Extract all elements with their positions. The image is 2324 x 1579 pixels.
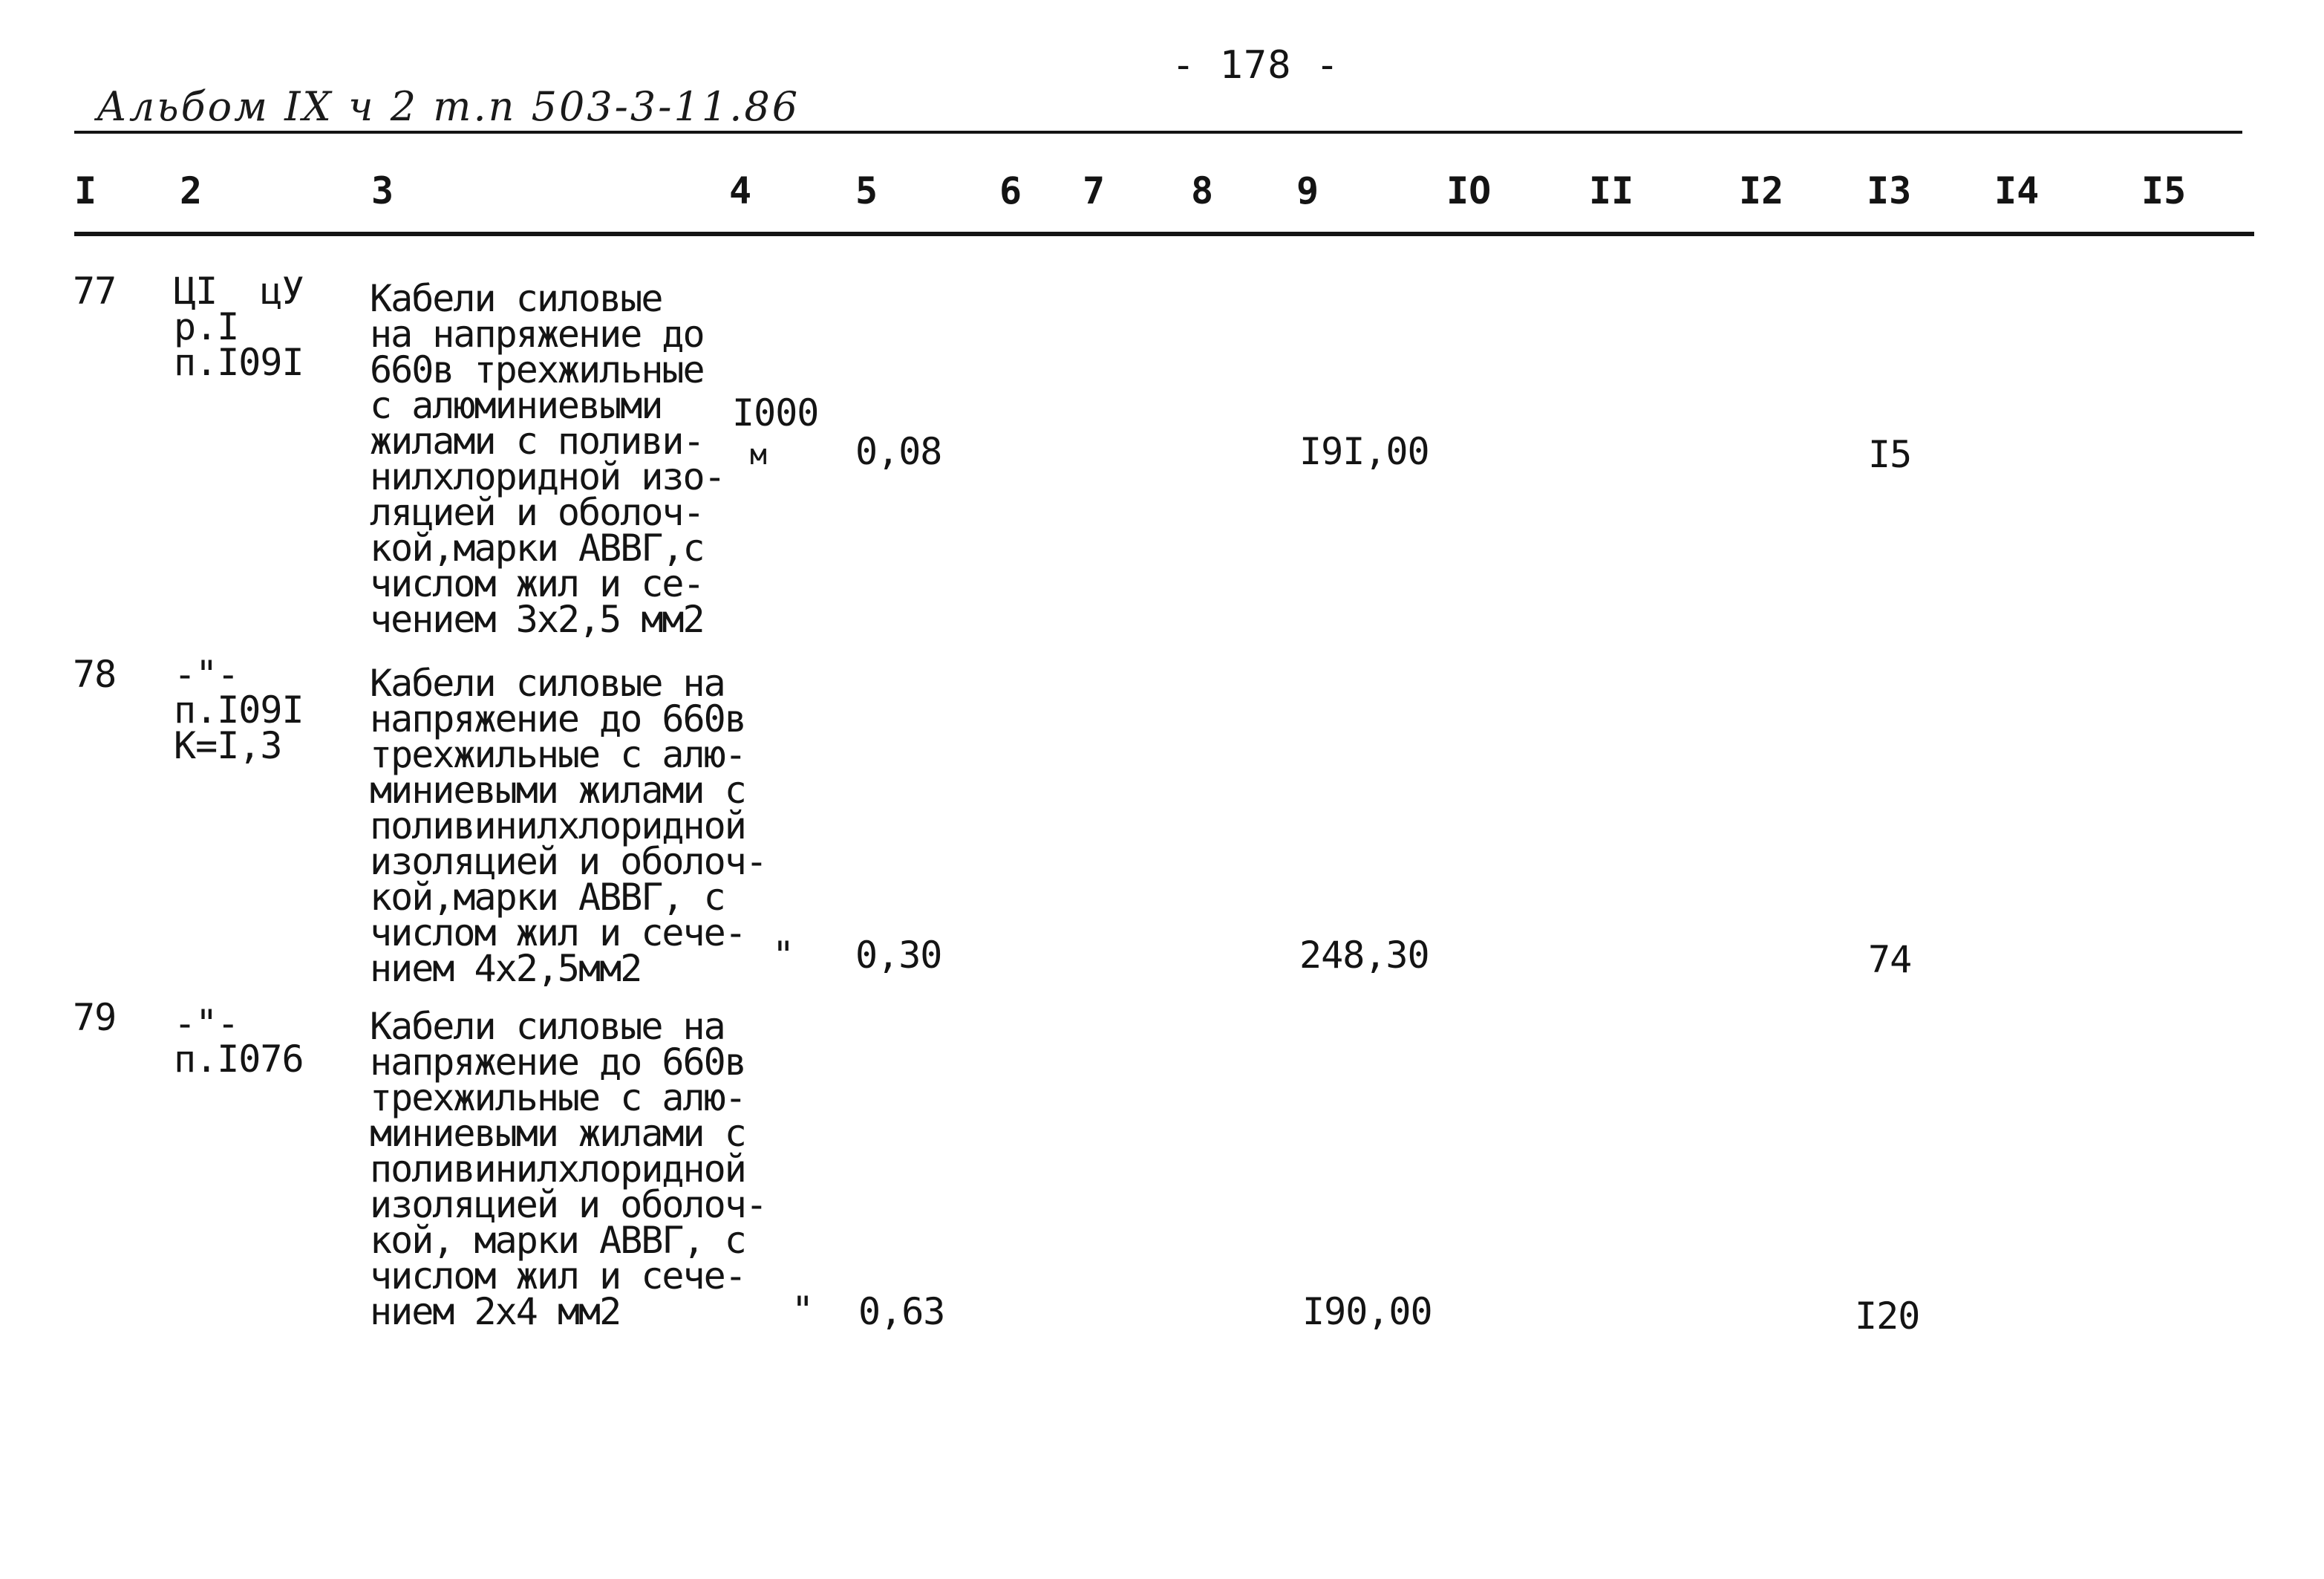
column-number-5: 5 [855, 169, 878, 212]
row-number: 79 [73, 996, 117, 1039]
work-description: Кабели силовые на напряжение до 660в трехжильные с алюминиевыми жилами с поливи- нилхлоридной изо- ляцией и оболоч- кой,марки АВВГ,с числом жил и се- чением 3х2,5 мм2 [370, 277, 725, 641]
column-number-15: I5 [2141, 169, 2187, 212]
quantity: 0,30 [855, 934, 942, 977]
quantity: 0,63 [858, 1290, 945, 1333]
album-reference: Альбом IX ч 2 т.п 503-3-11.86 [97, 83, 800, 130]
row-number: 78 [73, 653, 117, 696]
norm-code: -"- п.I076 [174, 1002, 304, 1081]
column-9-value: I9I,00 [1299, 430, 1429, 473]
row-number: 77 [73, 270, 117, 313]
column-number-2: 2 [180, 169, 203, 212]
column-number-12: I2 [1739, 169, 1784, 212]
column-number-8: 8 [1191, 169, 1214, 212]
column-13-value: 74 [1868, 938, 1912, 981]
unit-subscript: м [750, 438, 767, 471]
column-9-value: 248,30 [1299, 934, 1429, 977]
header-rule [74, 232, 2254, 236]
norm-code: -"- п.I09I К=I,3 [174, 653, 304, 767]
column-number-1: I [74, 169, 97, 212]
work-description: Кабели силовые на напряжение до 660в трехжильные с алю- миниевыми жилами с поливинилхлоридной изоляцией и оболоч- кой,марки АВВГ, с числом жил и сече- нием 4х2,5мм2 [370, 662, 766, 990]
column-number-11: II [1589, 169, 1634, 212]
quantity: 0,08 [855, 430, 942, 473]
column-number-3: 3 [371, 169, 394, 212]
top-rule [74, 131, 2242, 134]
norm-code: ЦI цУ р.I п.I09I [174, 270, 304, 384]
column-number-7: 7 [1083, 169, 1106, 212]
unit: " [791, 1289, 814, 1332]
work-description: Кабели силовые на напряжение до 660в трехжильные с алю- миниевыми жилами с поливинилхлоридной изоляцией и оболоч- кой, марки АВВГ, с числом жил и сече- нием 2х4 мм2 [370, 1005, 766, 1333]
unit: I000 [732, 391, 819, 434]
column-number-10: IO [1446, 169, 1492, 212]
column-13-value: I20 [1855, 1295, 1920, 1338]
column-number-14: I4 [1994, 169, 2040, 212]
column-number-13: I3 [1867, 169, 1912, 212]
unit: " [772, 934, 794, 977]
column-number-6: 6 [999, 169, 1022, 212]
column-number-9: 9 [1296, 169, 1319, 212]
page-number: - 178 - [1172, 43, 1340, 88]
column-13-value: I5 [1868, 433, 1912, 476]
column-number-4: 4 [729, 169, 752, 212]
column-9-value: I90,00 [1302, 1290, 1432, 1333]
